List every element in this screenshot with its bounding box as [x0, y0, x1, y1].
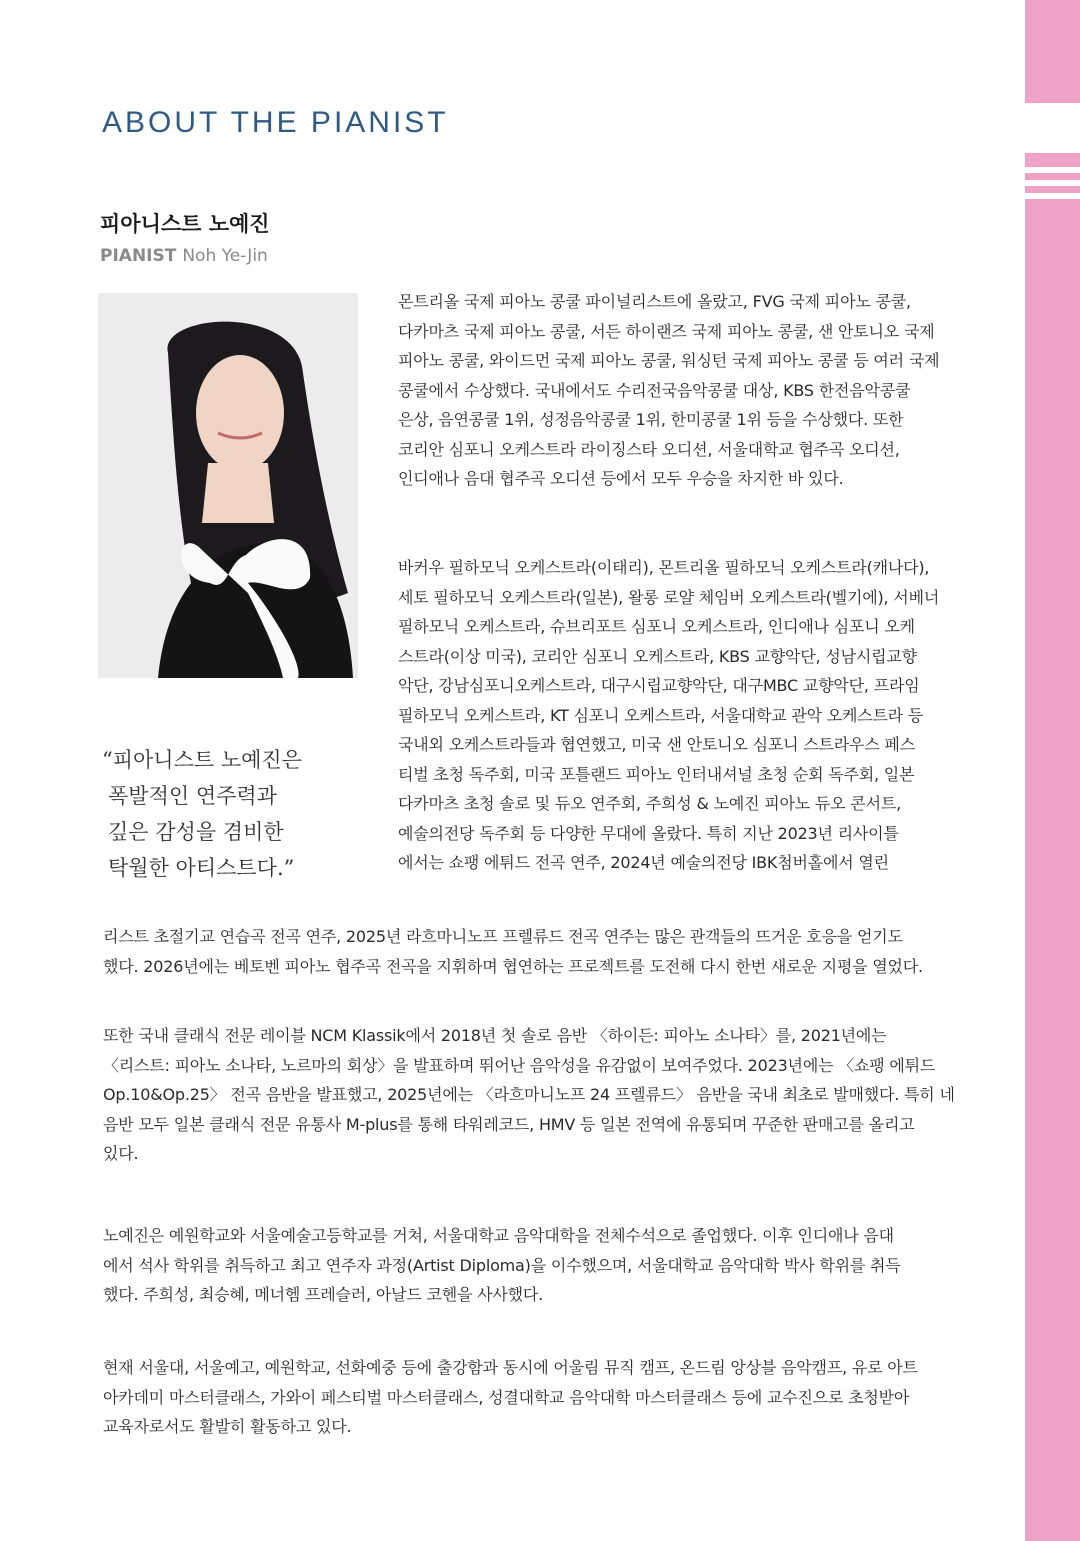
side-stripe [1025, 103, 1080, 153]
bio-paragraph-5 [103, 1353, 967, 1442]
bio-line: 또한 국내 클래식 전문 레이블 NCM Klassik에서 2018년 첫 솔로 음반 〈하이든: 피아노 소나타〉를, 2021년에는 [103, 1026, 887, 1045]
bio-line: 리스트 초절기교 연습곡 전곡 연주, 2025년 라흐마니노프 프렐류드 전곡 연주는 많은 관객들의 뜨거운 호응을 얻기도 [103, 927, 903, 946]
bio-paragraph-4 [103, 1221, 967, 1310]
bio-line: 스트라(이상 미국), 코리안 심포니 오케스트라, KBS 교향악단, 성남시립교향 [398, 646, 917, 666]
bio-line: 피아노 콩쿨, 와이드먼 국제 피아노 콩쿨, 워싱턴 국제 피아노 콩쿨 등 여러 국제 [398, 351, 940, 370]
bio-line: 노예진은 예원학교와 서울예술고등학교를 거쳐, 서울대학교 음악대학을 전체수석으로 졸업했다. 이후 인디애나 음대 [103, 1226, 894, 1245]
pianist-name-romanized: Noh Ye-Jin [182, 246, 268, 266]
side-stripe [1025, 180, 1080, 186]
pianist-name-en [100, 246, 268, 266]
bio-paragraph-1 [398, 287, 966, 494]
bio-line: 현재 서울대, 서울예고, 예원학교, 선화예중 등에 출강함과 동시에 어울림 뮤직 캠프, 온드림 앙상블 음악캠프, 유로 아트 [103, 1358, 918, 1377]
bio-line: 필하모닉 오케스트라, 슈브리포트 심포니 오케스트라, 인디애나 심포니 오케 [398, 617, 915, 636]
bio-line: 했다. 2026년에는 베토벤 피아노 협주곡 전곡을 지휘하며 협연하는 프로젝트를 도전해 다시 한번 새로운 지평을 열었다. [103, 956, 923, 976]
bio-line: 악단, 강남심포니오케스트라, 대구시립교향악단, 대구MBC 교향악단, 프라임 [398, 676, 920, 695]
pull-quote [102, 742, 362, 886]
quote-line: 깊은 감성을 겸비한 [108, 820, 284, 844]
pianist-name-ko: 피아니스트 노예진 [100, 212, 270, 236]
bio-line: 은상, 음연콩쿨 1위, 성정음악콩쿨 1위, 한미콩쿨 1위 등을 수상했다. 또한 [398, 410, 904, 429]
bio-line: 교육자로서도 활발히 활동하고 있다. [103, 1417, 352, 1436]
quote-line: 탁월한 아티스트다.” [108, 856, 295, 880]
pianist-label: PIANIST [100, 246, 177, 266]
bio-line: 인디애나 음대 협주곡 오디션 등에서 모두 우승을 차지한 바 있다. [398, 469, 844, 488]
bio-line: 에서는 쇼팽 에튀드 전곡 연주, 2024년 예술의전당 IBK첨버홀에서 열린 [398, 853, 889, 872]
bio-paragraph-2-continued [103, 922, 967, 981]
quote-line: “피아니스트 노예진은 [102, 748, 302, 772]
bio-line: 했다. 주희성, 최승혜, 메너헴 프레슬러, 아날드 코헨을 사사했다. [103, 1285, 544, 1304]
side-accent-bar [1025, 0, 1080, 1541]
section-title: ABOUT THE PIANIST [102, 106, 449, 139]
bio-paragraph-2 [398, 553, 966, 878]
bio-line: 〈리스트: 피아노 소나타, 노르마의 회상〉을 발표하며 뛰어난 음악성을 유감없이 보여주었다. 2023년에는 〈쇼팽 에튀드 [103, 1055, 936, 1075]
bio-line: 다카마츠 초청 솔로 및 듀오 연주회, 주희성 & 노예진 피아노 듀오 콘서트, [398, 794, 901, 813]
quote-line: 폭발적인 연주력과 [108, 784, 277, 808]
bio-line: Op.10&Op.25〉 전곡 음반을 발표했고, 2025년에는 〈라흐마니노프 24 프렐류드〉 음반을 국내 최초로 발매했다. 특히 네 [103, 1085, 955, 1104]
bio-line: 에서 석사 학위를 취득하고 최고 연주자 과정(Artist Diploma)을 이수했으며, 서울대학교 음악대학 박사 학위를 취득 [103, 1255, 901, 1275]
bio-line: 세토 필하모닉 오케스트라(일본), 왈롱 로얄 체임버 오케스트라(벨기에), 서베너 [398, 587, 940, 607]
bio-line: 있다. [103, 1144, 139, 1163]
bio-line: 다카마츠 국제 피아노 콩쿨, 서든 하이랜즈 국제 피아노 콩쿨, 샌 안토니오 국제 [398, 321, 935, 341]
bio-line: 바커우 필하모닉 오케스트라(이태리), 몬트리올 필하모닉 오케스트라(캐나다), [398, 558, 930, 577]
bio-line: 국내외 오케스트라들과 협연했고, 미국 샌 안토니오 심포니 스트라우스 페스 [398, 735, 915, 754]
bio-line: 티벌 초청 독주회, 미국 포틀랜드 피아노 인터내셔널 초청 순회 독주회, 일본 [398, 764, 915, 784]
bio-line: 필하모닉 오케스트라, KT 심포니 오케스트라, 서울대학교 관악 오케스트라 등 [398, 705, 924, 725]
side-stripe [1025, 167, 1080, 173]
bio-line: 몬트리올 국제 피아노 콩쿨 파이널리스트에 올랐고, FVG 국제 피아노 콩쿨, [398, 292, 911, 311]
bio-line: 음반 모두 일본 클래식 전문 유통사 M-plus를 통해 타워레코드, HMV 등 일본 전역에 유통되며 꾸준한 판매고를 올리고 [103, 1114, 915, 1134]
bio-paragraph-3 [103, 1021, 967, 1169]
pianist-portrait [98, 293, 358, 678]
bio-line: 코리안 심포니 오케스트라 라이징스타 오디션, 서울대학교 협주곡 오디션, [398, 439, 900, 459]
bio-line: 콩쿨에서 수상했다. 국내에서도 수리전국음악콩쿨 대상, KBS 한전음악콩쿨 [398, 380, 911, 400]
bio-line: 예술의전당 독주회 등 다양한 무대에 올랐다. 특히 지난 2023년 리사이틀 [398, 823, 899, 843]
bio-line: 아카데미 마스터클래스, 가와이 페스티벌 마스터클래스, 성결대학교 음악대학 마스터클래스 등에 교수진으로 초청받아 [103, 1387, 910, 1407]
side-stripe [1025, 193, 1080, 199]
